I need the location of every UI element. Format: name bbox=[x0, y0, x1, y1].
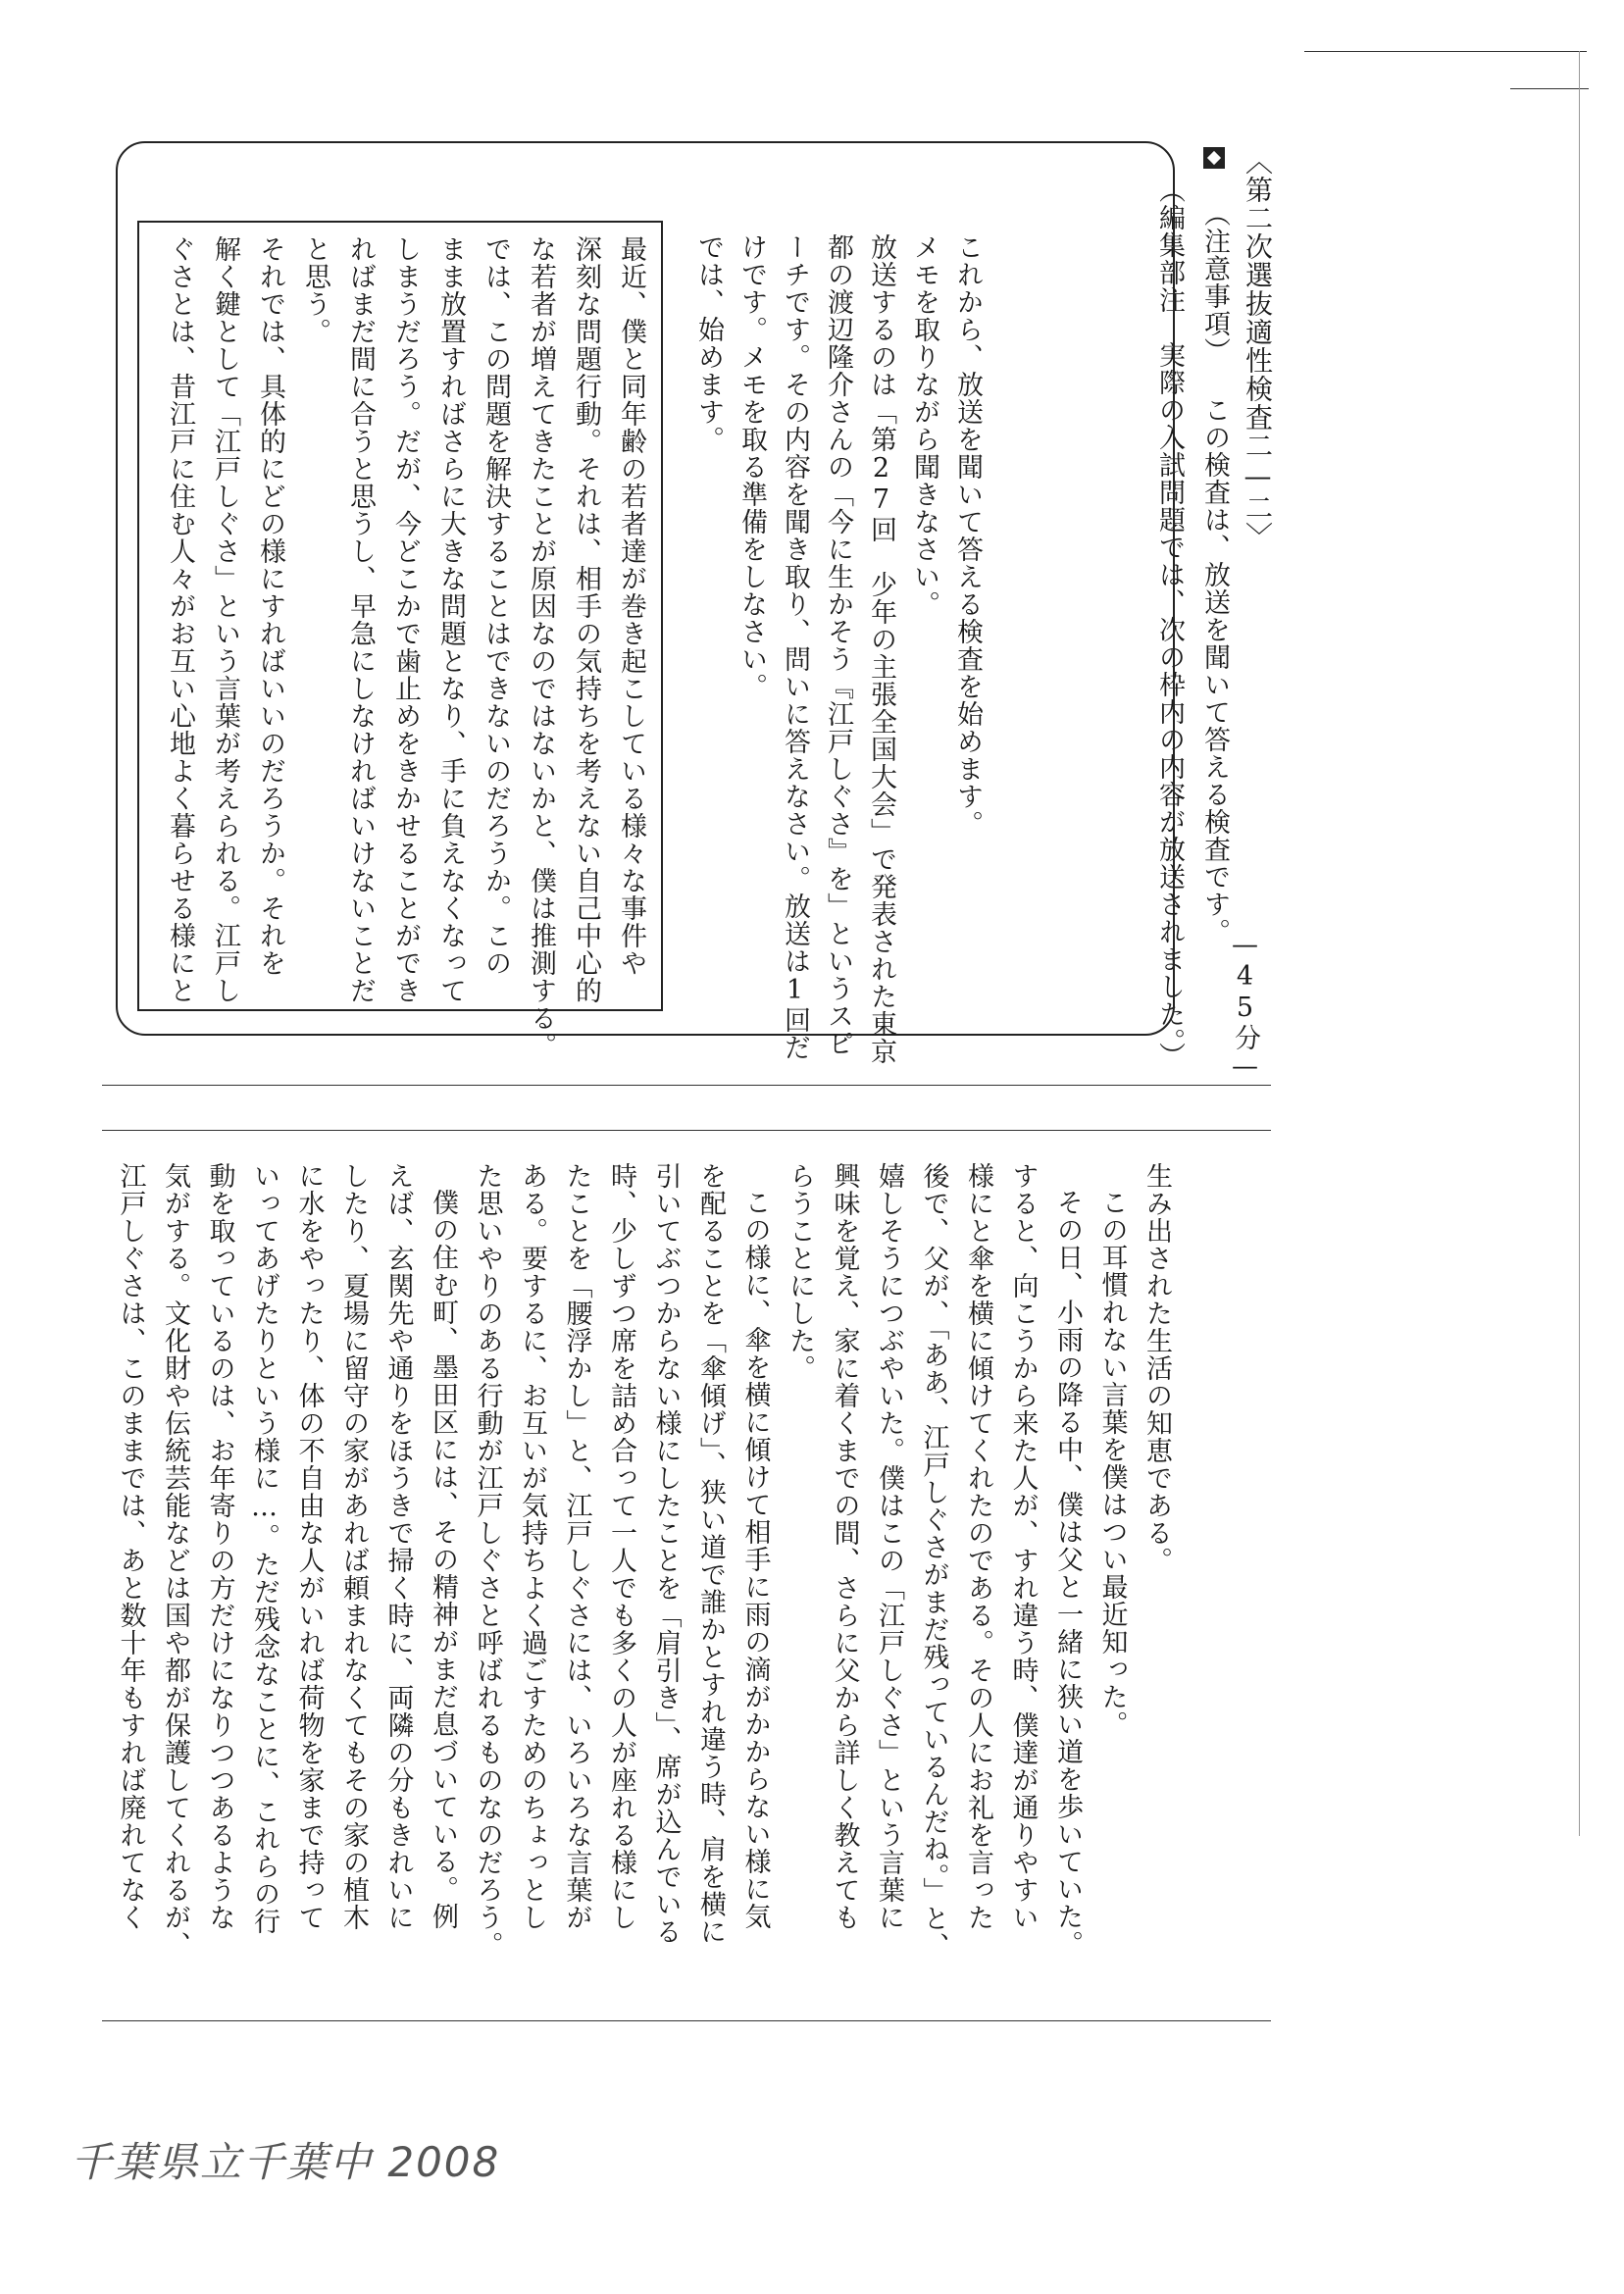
speech-line: 江戸しぐさは、このままでは、あと数十年もすれば廃れてなく bbox=[115, 1162, 146, 1931]
speech-line: 後で、父が、「ああ、江戸しぐさがまだ残っているんだね。」と、 bbox=[918, 1162, 949, 1960]
speech-line: たことを「腰浮かし」と、江戸しぐさには、いろいろな言葉が bbox=[561, 1162, 592, 1931]
intro-line: ーチです。その内容を聞き取り、問いに答えなさい。放送は1回だ bbox=[780, 233, 810, 1061]
speech-line: したり、夏場に留守の家があれば頼まれなくてもその家の植木 bbox=[338, 1162, 369, 1931]
bottom-rule bbox=[102, 2020, 1271, 2021]
speech-line: 僕の住む町、墨田区には、その精神がまだ息づいている。例 bbox=[428, 1189, 458, 1930]
speech-line: 嬉しそうにつぶやいた。僕はこの「江戸しぐさ」という言葉に bbox=[874, 1162, 904, 1931]
note-line bbox=[1194, 147, 1234, 945]
speech-line: いってあげたりという様に…。ただ残念なことに、これらの行 bbox=[249, 1162, 279, 1935]
speech-line: 気がする。文化財や伝統芸能などは国や都が保護してくれるが、 bbox=[160, 1162, 190, 1959]
intro-line: では、始めます。 bbox=[693, 233, 724, 453]
speech-line: しまうだろう。だが、今どこかで歯止めをきかせることができ bbox=[390, 235, 421, 1004]
speech-line: らうことにした。 bbox=[785, 1162, 815, 1382]
intro-line: 都の渡辺隆介さんの「今に生かそう『江戸しぐさ』を」というスピ bbox=[823, 233, 853, 1057]
speech-line: それでは、具体的にどの様にすればいいのだろうか。それを bbox=[255, 235, 285, 977]
speech-line: この様に、傘を横に傾けて相手に雨の滴がかからない様に気 bbox=[739, 1189, 771, 1930]
section-rule-1 bbox=[102, 1085, 1271, 1086]
handwritten-signature: 千葉県立千葉中 2008 bbox=[71, 2138, 501, 2186]
speech-line: ぐさとは、昔江戸に住む人々がお互い心地よく暮らせる様にと bbox=[165, 235, 195, 1004]
intro-line: メモを取りながら聞きなさい。 bbox=[909, 233, 939, 618]
top-rule-1 bbox=[1304, 51, 1587, 52]
intro-line: これから、放送を聞いて答える検査を始めます。 bbox=[952, 233, 983, 838]
speech-line: た思いやりのある行動が江戸しぐさと呼ばれるものなのだろう。 bbox=[472, 1162, 503, 1959]
broadcast-intro bbox=[686, 233, 989, 1065]
speech-line: まま放置すればさらに大きな問題となり、手に負えなくなって bbox=[435, 235, 466, 1004]
speech-line: 興味を覚え、家に着くまでの間、さらに父から詳しく教えても bbox=[829, 1162, 860, 1931]
speech-line: と思う。 bbox=[300, 235, 330, 345]
speech-line: 様にと傘を横に傾けてくれたのである。その人にお礼を言った bbox=[963, 1162, 993, 1931]
speech-line: 最近、僕と同年齢の若者達が巻き起こしている様々な事件や bbox=[616, 235, 646, 977]
speech-line: 深刻な問題行動。それは、相手の気持ちを考えない自己中心的 bbox=[571, 235, 601, 1004]
speech-line: ればまだ間に合うと思うし、早急にしなければいけないことだ bbox=[345, 235, 376, 1004]
time-limit: —45分— bbox=[1230, 930, 1260, 1083]
diamond-marker-icon bbox=[1203, 147, 1225, 169]
speech-line: な若者が増えてきたことが原因なのではないかと、僕は推測する。 bbox=[526, 235, 556, 1059]
exam-title: 〈第二次選抜適性検査二—二〉 bbox=[1242, 147, 1274, 550]
right-edge-rule bbox=[1579, 51, 1580, 1836]
speech-line: ある。要するに、お互いが気持ちよく過ごすためのちょっとし bbox=[517, 1162, 547, 1931]
speech-line: この耳慣れない言葉を僕はつい最近知った。 bbox=[1096, 1189, 1128, 1738]
speech-part1 bbox=[157, 235, 653, 1059]
speech-line: すると、向こうから来た人が、すれ違う時、僕達が通りやすい bbox=[1007, 1162, 1039, 1931]
speech-line: えば、玄関先や通りをほうきで掃く時に、両隣の分もきれいに bbox=[382, 1162, 414, 1931]
speech-line: では、この問題を解決することはできないのだろうか。この bbox=[481, 235, 511, 977]
intro-line: 放送するのは「第27回 少年の主張全国大会」で発表された東京 bbox=[866, 233, 896, 1065]
speech-line: 解く鍵として「江戸しぐさ」という言葉が考えられる。江戸し bbox=[210, 235, 240, 1004]
intro-line: けです。メモを取る準備をしなさい。 bbox=[736, 233, 767, 700]
section-rule-2 bbox=[102, 1130, 1271, 1131]
note-text: この検査は、放送を聞いて答える検査です。 bbox=[1199, 396, 1230, 945]
top-rule-2 bbox=[1510, 88, 1589, 89]
speech-line: に水をやったり、体の不自由な人がいれば荷物を家まで持って bbox=[293, 1162, 325, 1931]
speech-line: その日、小雨の降る中、僕は父と一緒に狭い道を歩いていた。 bbox=[1052, 1189, 1083, 1958]
speech-line: 動を取っているのは、お年寄りの方だけになりつつあるような bbox=[204, 1162, 235, 1931]
note-label: （注意事項） bbox=[1199, 200, 1230, 365]
speech-line: 生み出された生活の知恵である。 bbox=[1142, 1162, 1172, 1574]
editor-note: （編集部注 実際の入試問題では、次の枠内の内容が放送されました。） bbox=[1154, 177, 1185, 1070]
speech-part2 bbox=[108, 1162, 1179, 1966]
speech-line: を配ることを「傘傾げ」、狭い道で誰かとすれ違う時、肩を横に bbox=[695, 1162, 726, 1946]
speech-line: 時、少しずつ席を詰め合って一人でも多くの人が座れる様にし bbox=[606, 1162, 636, 1931]
speech-line: 引いてぶつからない様にしたことを「肩引き」、席が込んでいる bbox=[650, 1162, 682, 1946]
